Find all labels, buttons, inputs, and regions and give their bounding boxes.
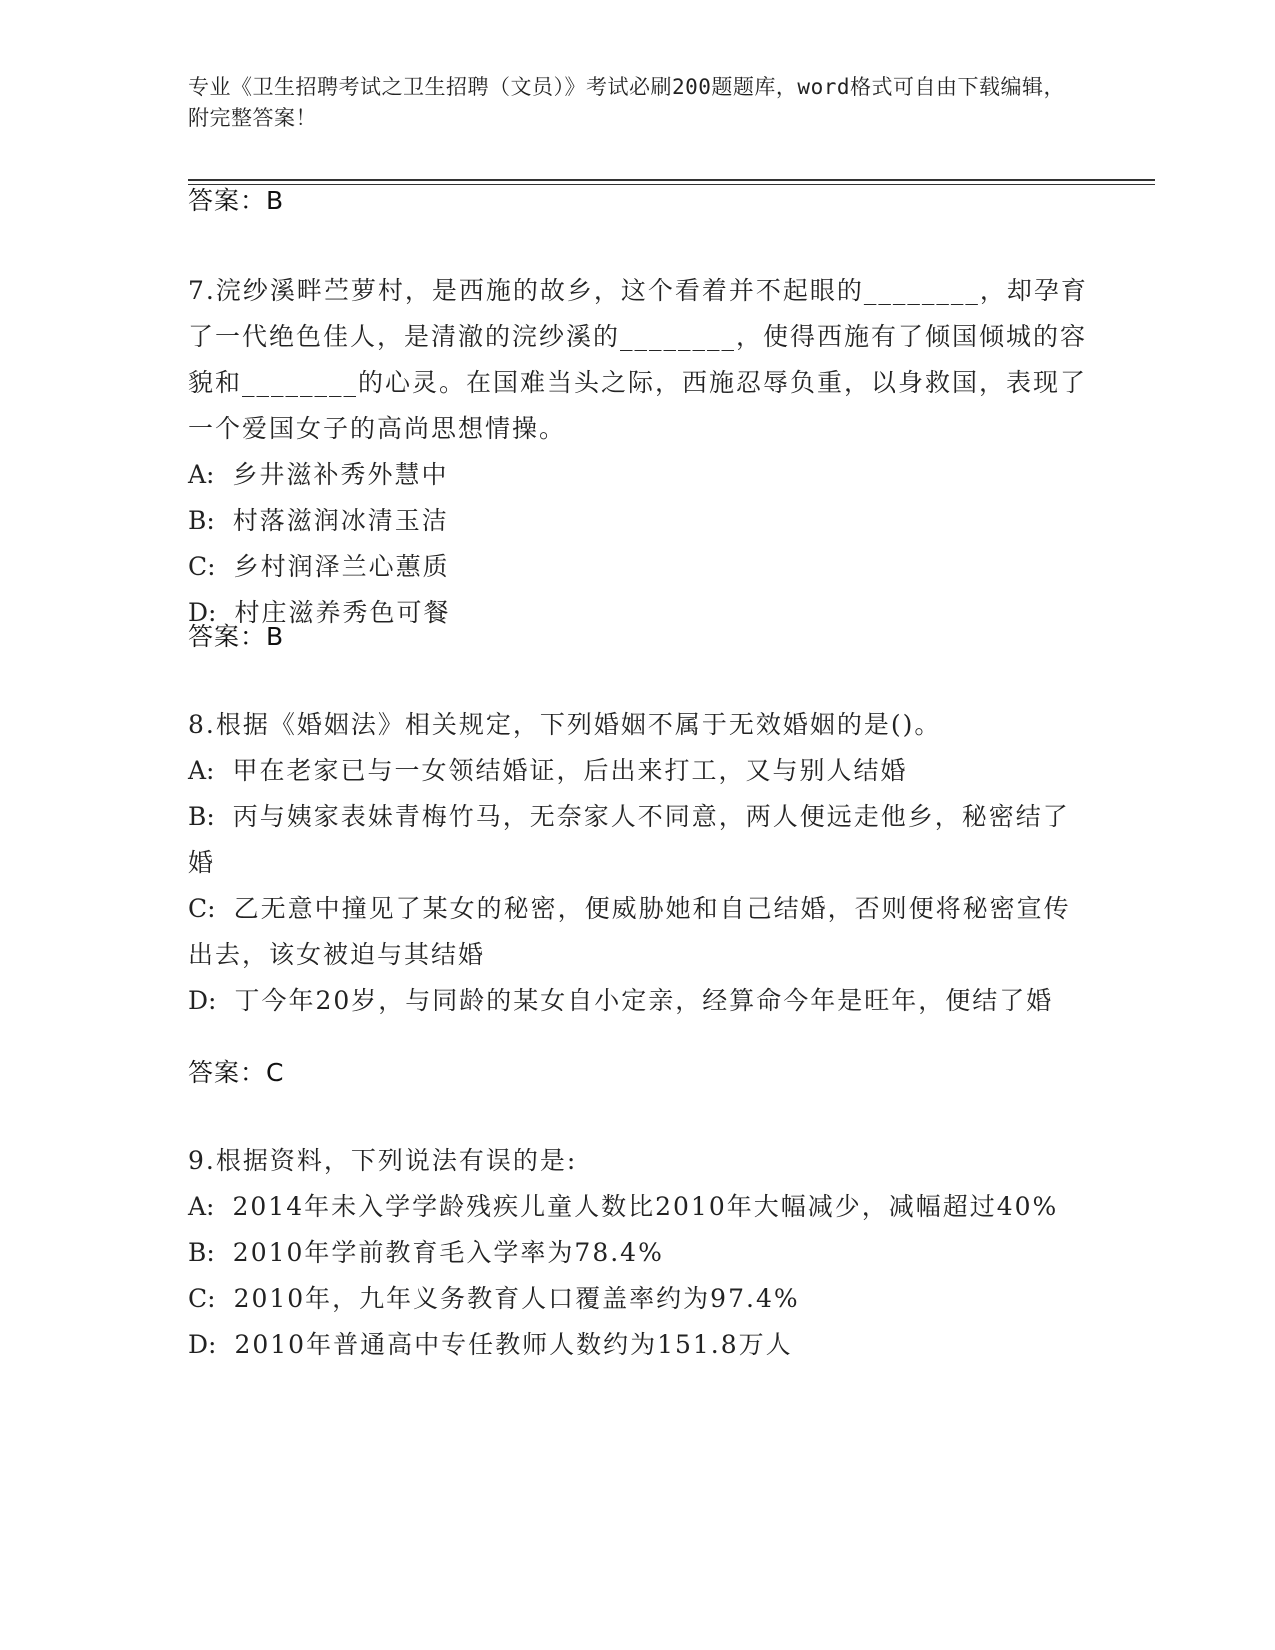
question-stem: 8.根据《婚姻法》相关规定，下列婚姻不属于无效婚姻的是()。 (188, 710, 942, 739)
option-key: D: (188, 986, 217, 1015)
option-d (188, 978, 1088, 1024)
option-key: D: (188, 1330, 217, 1359)
answer-q8: 答案：C (188, 1058, 285, 1087)
option-b (188, 498, 1088, 544)
option-key: A: (188, 1192, 215, 1221)
option-key: C: (188, 552, 216, 581)
option-key: B: (188, 506, 215, 535)
option-key: B: (188, 1238, 215, 1267)
option-text: 2014年未入学学龄残疾儿童人数比2010年大幅减少，减幅超过40% (232, 1192, 1059, 1221)
option-text: 丙与姨家表妹青梅竹马，无奈家人不同意，两人便远走他乡，秘密结了婚 (188, 802, 1070, 877)
option-key: A: (188, 756, 215, 785)
question-7 (188, 268, 1088, 636)
option-text: 2010年，九年义务教育人口覆盖率约为97.4% (233, 1284, 800, 1313)
option-d (188, 590, 1088, 636)
option-text: 乡井滋补秀外慧中 (232, 460, 449, 489)
option-c (188, 544, 1088, 590)
option-text: 2010年学前教育毛入学率为78.4% (232, 1238, 664, 1267)
document-header: 专业《卫生招聘考试之卫生招聘（文员）》考试必刷200题题库，word格式可自由下载编辑，附完整答案！ (188, 75, 1065, 130)
option-a (188, 452, 1088, 498)
question-8 (188, 702, 1088, 1024)
option-key: B: (188, 802, 215, 831)
option-b (188, 794, 1088, 886)
option-c (188, 1276, 1088, 1322)
question-stem: 9.根据资料，下列说法有误的是: (188, 1146, 578, 1175)
option-c (188, 886, 1088, 978)
option-text: 乡村润泽兰心蕙质 (233, 552, 450, 581)
answer-q7: 答案：B (188, 622, 285, 651)
option-key: A: (188, 460, 215, 489)
question-9 (188, 1138, 1088, 1368)
option-text: 甲在老家已与一女领结婚证，后出来打工，又与别人结婚 (232, 756, 908, 785)
option-text: 村落滋润冰清玉洁 (232, 506, 449, 535)
option-a (188, 1184, 1088, 1230)
option-text: 村庄滋养秀色可餐 (234, 598, 451, 627)
option-d (188, 1322, 1088, 1368)
header-divider (188, 179, 1155, 185)
option-text: 乙无意中撞见了某女的秘密，便威胁她和自己结婚，否则便将秘密宣传出去，该女被迫与其结婚 (188, 894, 1071, 969)
option-key: D: (188, 598, 217, 627)
option-key: C: (188, 894, 216, 923)
option-b (188, 1230, 1088, 1276)
option-text: 2010年普通高中专任教师人数约为151.8万人 (234, 1330, 793, 1359)
option-a (188, 748, 1088, 794)
option-text: 丁今年20岁，与同龄的某女自小定亲，经算命今年是旺年，便结了婚 (234, 986, 1054, 1015)
answer-q6: 答案：B (188, 186, 285, 215)
question-stem: 7.浣纱溪畔苎萝村，是西施的故乡，这个看着并不起眼的________，却孕育了一代绝色佳人，是清澈的浣纱溪的________，使得西施有了倾国倾城的容貌和________的心灵。在国难当头之际，西施忍辱负重，以身救国，表现了一个爱国女子的高尚思想情操。 (188, 276, 1088, 443)
option-key: C: (188, 1284, 216, 1313)
